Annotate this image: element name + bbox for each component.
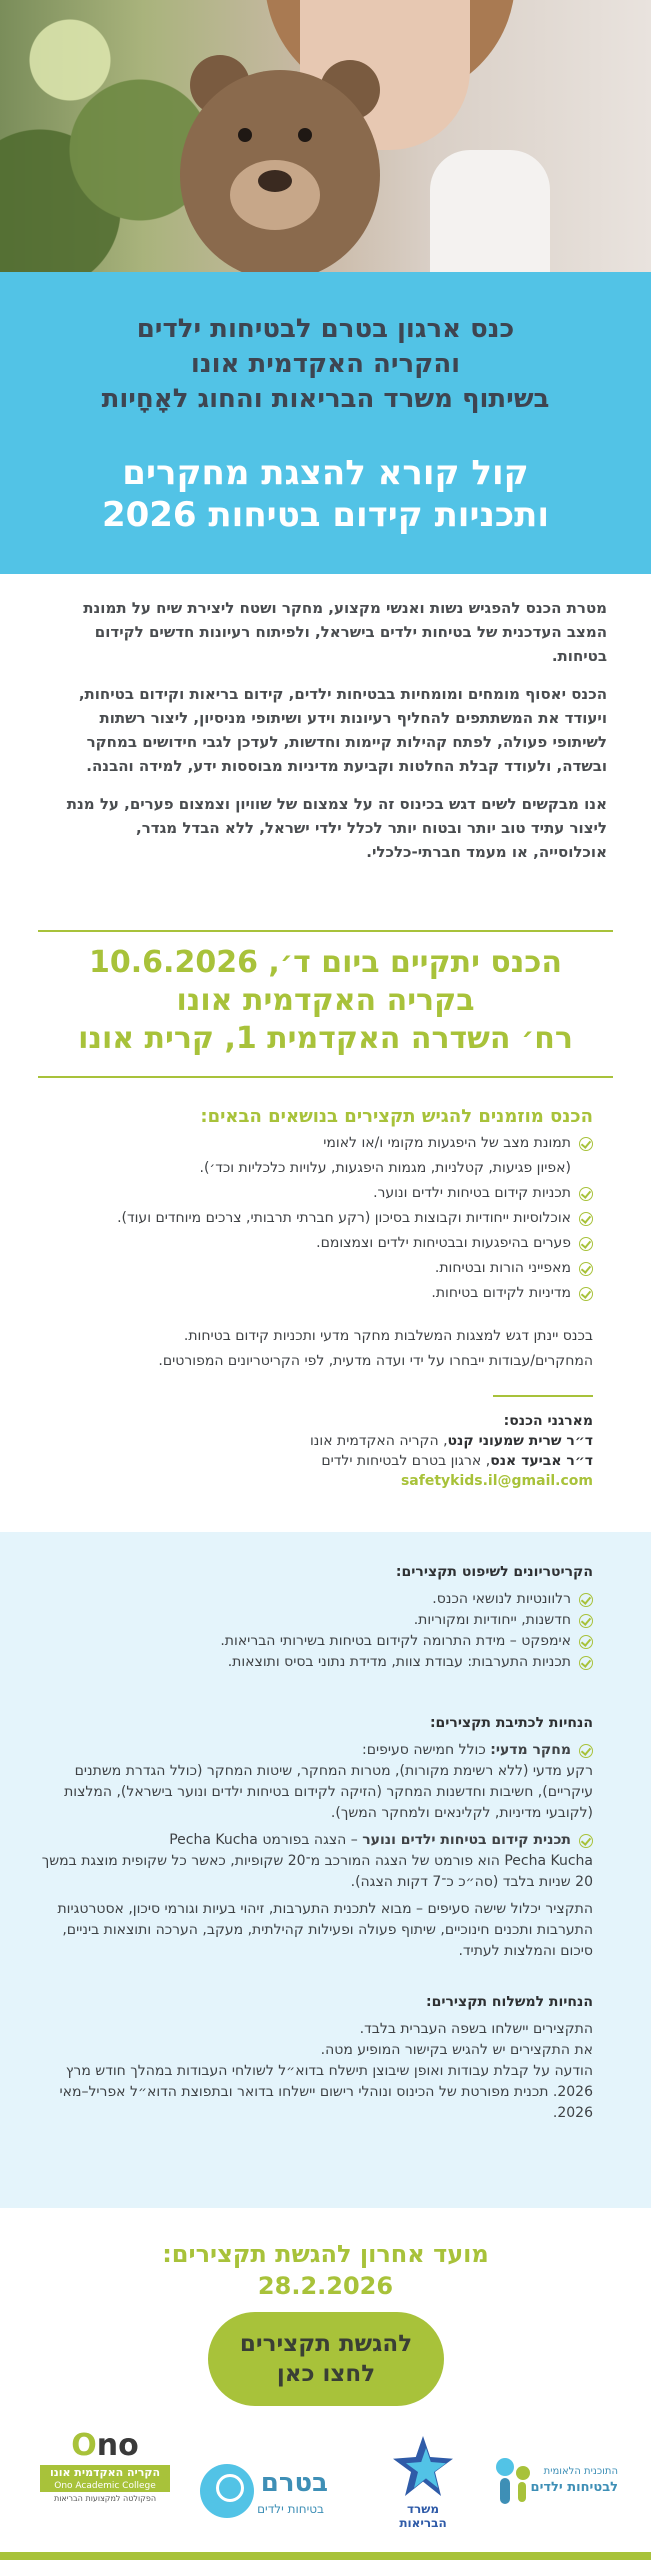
check-icon bbox=[579, 1212, 593, 1226]
scientific-title: מחקר מדעי: bbox=[490, 1742, 571, 1758]
intro-paragraph: אנו מבקשים לשים דגש בכינוס זה על צמצום של שוויון וצמצום פערים, על מנת ליצור עתיד טוב יותר ובטוח יותר לכלל ילדי ישראל, ללא הבדל מגדר, אוכלוסייה, או מעמד חברתי-כלכלי. bbox=[66, 795, 607, 861]
event-details bbox=[20, 944, 631, 1058]
list-item bbox=[34, 1610, 593, 1631]
title-line: בשיתוף משרד הבריאות והחוג לאָחָיות bbox=[101, 384, 550, 414]
list-item bbox=[34, 1740, 593, 1761]
check-icon bbox=[579, 1262, 593, 1276]
teddy-bear-eye bbox=[238, 128, 252, 142]
topic-subtext: (אפיון פגיעות, קטלניות, מגמות היפגעות, עלויות כלכליות וכד׳). bbox=[199, 1160, 571, 1176]
submission-line: הודעה על קבלת עבודות ואופן שיבוצן תישלח בדוא״ל לשולחי העבודות במהלך חודש מרץ 2026. תכנית מפורטת של הכינוס ונוהלי רישום יישלחו בדואר ובתפוצת הדוא״ל אפריל–מאי 2026. bbox=[59, 2063, 593, 2121]
check-icon bbox=[579, 1137, 593, 1151]
organizers-heading: מארגני הכנס: bbox=[503, 1413, 593, 1429]
topics-list bbox=[30, 1131, 593, 1306]
organizer-name: ד״ר אביעד אנס bbox=[490, 1453, 593, 1469]
event-address: רח׳ השדרה האקדמית 1, קרית אונו bbox=[78, 1021, 573, 1056]
topics-heading: הכנס מוזמנים להגיש תקצירים בנושאים הבאים: bbox=[200, 1106, 593, 1127]
ono-college-logo bbox=[40, 2428, 170, 2538]
moh-name: משרד הבריאות bbox=[399, 2502, 447, 2530]
event-venue: בקריה האקדמית אונו bbox=[176, 983, 475, 1018]
title-line: כנס ארגון בטרם לבטיחות ילדים bbox=[136, 314, 515, 344]
teddy-bear-nose bbox=[258, 170, 292, 192]
intro-text bbox=[58, 596, 607, 878]
criteria-list bbox=[34, 1589, 593, 1673]
call-for-papers-title bbox=[20, 452, 631, 536]
list-item bbox=[30, 1281, 593, 1306]
writing-heading: הנחיות לכתיבת תקצירים: bbox=[429, 1715, 593, 1731]
topic-text: אוכלוסיות ייחודיות וקבוצות בסיכון (רקע חברתי תרבותי, צרכים מיוחדים ועוד). bbox=[117, 1210, 571, 1226]
list-item bbox=[34, 1652, 593, 1673]
list-item bbox=[30, 1206, 593, 1231]
check-icon bbox=[579, 1656, 593, 1670]
beterem-logo bbox=[198, 2428, 328, 2538]
beterem-tagline: בטיחות ילדים bbox=[257, 2502, 324, 2516]
deadline-label: מועד אחרון להגשת תקצירים: bbox=[162, 2240, 489, 2268]
deadline-date: 28.2.2026 bbox=[257, 2272, 394, 2300]
hero-child-sleeve bbox=[430, 150, 550, 272]
topic-text: תמונת מצב של היפגעות מקומי ו/או לאומי bbox=[323, 1135, 571, 1151]
topics-note bbox=[30, 1324, 593, 1374]
deadline-block bbox=[0, 2238, 651, 2302]
criteria-text: תכניות התערבות: עבודת צוות, מדידת נתוני בסיס ותוצאות. bbox=[227, 1654, 571, 1670]
criteria-text: רלוונטיות לנושאי הכנס. bbox=[432, 1591, 571, 1607]
organizers-block bbox=[233, 1395, 593, 1491]
note-line: בכנס יינתן דגש למצגות המשלבות מחקר מדעי ותכניות קידום בטיחות. bbox=[183, 1328, 593, 1344]
topic-text: מדיניות לקידום בטיחות. bbox=[431, 1285, 571, 1301]
contact-email-link[interactable]: safetykids.il@gmail.com bbox=[400, 1473, 593, 1489]
writing-list bbox=[34, 1740, 593, 1761]
hero-image bbox=[0, 0, 651, 272]
list-item bbox=[34, 1589, 593, 1610]
topic-text: תכניות קידום בטיחות ילדים ונוער. bbox=[373, 1185, 571, 1201]
criteria-heading: הקריטריונים לשיפוט תקצירים: bbox=[395, 1564, 593, 1580]
criteria-text: אימפקט – מידת התרומה לקידום בטיחות בשירותי הבריאות. bbox=[220, 1633, 571, 1649]
check-icon bbox=[579, 1593, 593, 1607]
check-icon bbox=[579, 1187, 593, 1201]
ministry-of-health-logo bbox=[378, 2428, 468, 2538]
ono-english-name: Ono Academic College bbox=[40, 2480, 170, 2492]
organizer-name: ד״ר שרית שמעוני קנט bbox=[447, 1433, 593, 1449]
conference-title bbox=[20, 312, 631, 417]
list-item bbox=[34, 1830, 593, 1851]
program-title: תכנית קידום בטיחות ילדים ונוער bbox=[362, 1832, 571, 1848]
program-body: התקציר יכלול שישה סעיפים – מבוא לתכנית התערבות, זיהוי בעיות וגורמי סיכון, אסטרטגיות התערבות ותכנים חינוכיים, שיתוף פעולה ופעילות קהילתית, מעקב, הערכה ותוצאות ביניים, סיכום והמלצות לעתיד. bbox=[57, 1901, 593, 1959]
submission-heading: הנחיות למשלוח תקצירים: bbox=[426, 1994, 593, 2010]
check-icon bbox=[579, 1287, 593, 1301]
program-name: לבטיחות ילדים bbox=[530, 2480, 618, 2495]
check-icon bbox=[579, 1614, 593, 1628]
ono-faculty: הפקולטה למקצועות הבריאות bbox=[53, 2494, 157, 2503]
footer-bar bbox=[0, 2552, 651, 2560]
divider bbox=[38, 1076, 613, 1078]
topic-text: פערים בהיפגעות ובבטיחות ילדים וצמצומם. bbox=[316, 1235, 571, 1251]
event-date: הכנס יתקיים ביום ד׳, 10.6.2026 bbox=[89, 945, 562, 980]
list-item bbox=[30, 1181, 593, 1206]
intro-paragraph: מטרת הכנס להפגיש נשות ואנשי מקצוע, מחקר ושטח ליצירת שיח על תמונת המצב העדכנית של בטיחות ילדים בישראל, ולפיתוח רעיונות חדשים לקידום בטיחות. bbox=[83, 599, 607, 665]
cta-line: לחצו כאן bbox=[276, 2361, 376, 2387]
intro-paragraph: הכנס יאסוף מומחים ומומחיות בבטיחות ילדים, קידום בריאות וקידום בטיחות, ויעודד את המשתתפים להחליף רעיונות וידע ושיתופי מניסיון, ליצור רשתות לשיתופי פעולה, לפתח קהילות קיימות וחדשות, לעדכן לגבי חידושים במחקר ובשדה, ולעודד קבלת החלטות וקביעת מדיניות מבוססות ידע, למידה והבנה. bbox=[78, 685, 607, 775]
divider bbox=[493, 1395, 593, 1397]
organizer-affiliation: , ארגון בטרם לבטיחות ילדים bbox=[321, 1453, 491, 1469]
program-rest: – הצגה בפורמט Pecha Kucha bbox=[169, 1832, 363, 1848]
call-line: ותכניות קידום בטיחות 2026 bbox=[101, 495, 550, 535]
program-label: התוכנית הלאומית bbox=[543, 2466, 618, 2477]
program-body: Pecha Kucha הוא פורמט של הצגה המורכב מ־20 שקופיות, כאשר כל שקופית מוצגת במשך 20 שניות בלבד (סה״כ כ־7 דקות הצגה). bbox=[41, 1853, 593, 1890]
title-band bbox=[0, 272, 651, 574]
partner-logos bbox=[0, 2428, 651, 2538]
check-icon bbox=[579, 1237, 593, 1251]
organizer-affiliation: , הקריה האקדמית אונו bbox=[309, 1433, 448, 1449]
scientific-body: רקע מדעי (ללא רשימת מקורות), מטרות המחקר, שיטות המחקר (כולל הגדרת משתנים עיקריים), חשיבות וחדשנות המחקר (הזיקה לקידום בטיחות ילדים ונוער בישראל), המלצות (לקובעי מדיניות, לקלינאים ולמחקר המשך). bbox=[64, 1763, 593, 1821]
child-safety-program-logo bbox=[488, 2428, 618, 2538]
guidelines-section bbox=[0, 1532, 651, 2208]
list-item bbox=[34, 1631, 593, 1652]
divider bbox=[38, 930, 613, 932]
list-item bbox=[30, 1256, 593, 1281]
ono-wordmark: Ono bbox=[71, 2428, 139, 2463]
ono-hebrew-name: הקריה האקדמית אונו bbox=[40, 2465, 170, 2480]
title-line: והקריה האקדמית אונו bbox=[190, 349, 461, 379]
scientific-rest: כולל חמישה סעיפים: bbox=[362, 1742, 491, 1758]
writing-list bbox=[34, 1830, 593, 1851]
topics-section bbox=[30, 1106, 593, 1374]
topic-text: מאפייני הורות ובטיחות. bbox=[434, 1260, 571, 1276]
check-icon bbox=[579, 1834, 593, 1848]
call-line: קול קורא להצגת מחקרים bbox=[122, 453, 529, 493]
submission-line: התקצירים יישלחו בשפה העברית בלבד. bbox=[359, 2021, 593, 2037]
teddy-bear-eye bbox=[298, 128, 312, 142]
list-item bbox=[30, 1131, 593, 1181]
beterem-wordmark: בטרם bbox=[260, 2468, 328, 2498]
check-icon bbox=[579, 1744, 593, 1758]
submission-line: את התקצירים יש להגיש בקישור המופיע מטה. bbox=[320, 2042, 593, 2058]
submit-abstracts-button[interactable] bbox=[208, 2312, 444, 2406]
beterem-face-icon bbox=[200, 2464, 254, 2518]
criteria-text: חדשנות, ייחודיות ומקוריות. bbox=[413, 1612, 571, 1628]
check-icon bbox=[579, 1635, 593, 1649]
list-item bbox=[30, 1231, 593, 1256]
cta-line: להגשת תקצירים bbox=[239, 2331, 413, 2357]
note-line: המחקרים/עבודות ייבחרו על ידי ועדה מדעית, לפי הקריטריונים המפורטים. bbox=[158, 1353, 593, 1369]
